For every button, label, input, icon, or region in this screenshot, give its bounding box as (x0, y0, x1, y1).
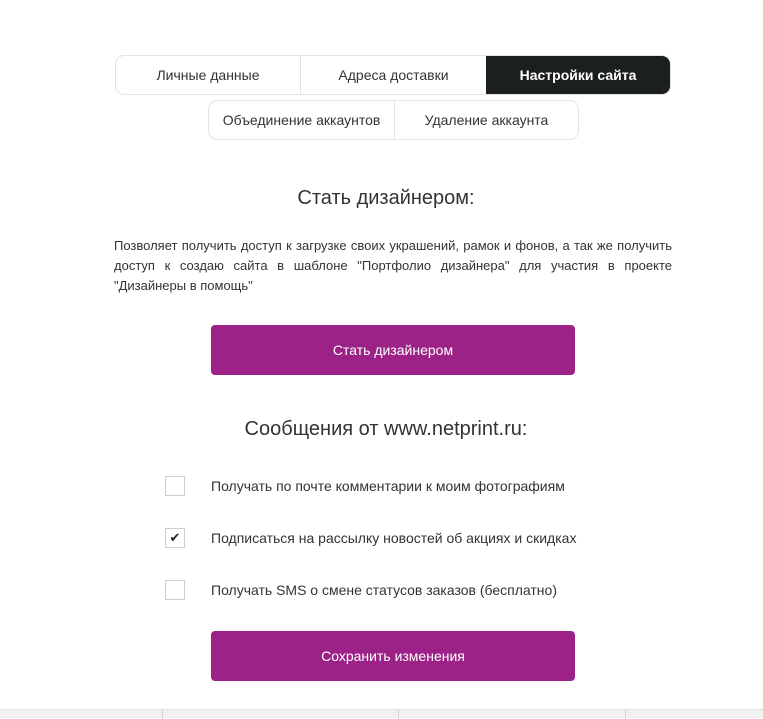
sms-status-checkbox[interactable] (165, 580, 185, 600)
newsletter-label[interactable]: Подписаться на рассылку новостей об акциях и скидках (211, 530, 577, 546)
save-changes-button[interactable]: Сохранить изменения (211, 631, 575, 681)
tab-merge-accounts[interactable]: Объединение аккаунтов (222, 112, 381, 128)
settings-tabs-primary (115, 55, 671, 95)
designer-description: Позволяет получить доступ к загрузке своих украшений, рамок и фонов, а так же получить доступ к создаю сайта в шаблоне "Портфолио дизайнера" для участия в проекте "Дизайнеры в помощь" (114, 238, 672, 293)
newsletter-checkbox[interactable] (165, 528, 185, 548)
email-comments-checkbox[interactable] (165, 476, 185, 496)
designer-section-title: Стать дизайнером: (297, 187, 475, 209)
tab-delete-account[interactable]: Удаление аккаунта (394, 101, 578, 139)
option-newsletter (165, 527, 576, 549)
bottom-scroll-strip (0, 709, 763, 718)
tab-delivery-addresses[interactable]: Адреса доставки (300, 56, 486, 94)
tab-personal-data[interactable]: Личные данные (156, 67, 260, 83)
settings-tabs-secondary (208, 100, 579, 140)
checkmark-icon: ✔ (169, 530, 181, 546)
messages-section-title: Сообщения от www.netprint.ru: (244, 418, 528, 440)
sms-status-label[interactable]: Получать SMS о смене статусов заказов (бесплатно) (211, 582, 557, 598)
become-designer-button[interactable]: Стать дизайнером (211, 325, 575, 375)
option-sms-status (165, 579, 557, 601)
tab-site-settings[interactable]: Настройки сайта (486, 56, 670, 94)
option-email-comments (165, 475, 565, 497)
email-comments-label[interactable]: Получать по почте комментарии к моим фотографиям (211, 478, 565, 494)
